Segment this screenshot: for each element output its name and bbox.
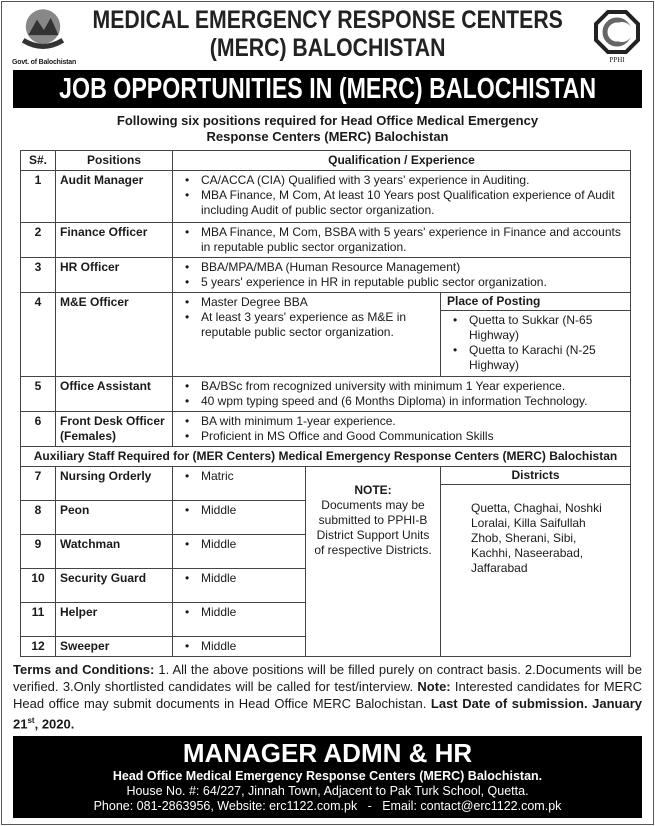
footer-title: MANAGER ADMN & HR [182, 738, 473, 769]
title-line-1: MEDICAL EMERGENCY RESPONSE CENTERS [92, 6, 563, 34]
position: Peon [56, 501, 173, 535]
footer-contact: Phone: 081-2863956, Website: erc1122.com.pk - Email: contact@erc1122.com.pk [93, 799, 562, 814]
sn: 5 [21, 377, 56, 412]
header-qualification: Qualification / Experience [173, 151, 631, 171]
table-row [21, 171, 631, 223]
pphi-label: PPHI [609, 56, 625, 64]
table-row [21, 377, 631, 412]
sn: 12 [21, 637, 56, 657]
terms-label: Terms and Conditions: [13, 662, 155, 677]
position: Office Assistant [56, 377, 173, 412]
qualification: • Middle [177, 537, 301, 552]
contact-footer [13, 736, 642, 818]
sn: 1 [21, 171, 56, 223]
last-date-sup: st [27, 716, 35, 725]
note-title: NOTE: [354, 483, 392, 497]
position: Watchman [56, 535, 173, 569]
sn: 11 [21, 603, 56, 637]
terms-and-conditions [13, 661, 642, 732]
terms-text: 1. All the above positions will be filled purely on contract basis. 2.Documents will be verified. 3.Only shortlisted candidates will be called for test/interview. [13, 662, 642, 694]
content-flow [0, 150, 655, 818]
table-row [21, 412, 631, 447]
footer-office: Head Office Medical Emergency Response Centers (MERC) Balochistan. [112, 769, 543, 784]
qualification: • Proficient in MS Office and Good Communication Skills [177, 429, 626, 444]
job-banner [13, 70, 642, 108]
title-line-2: (MERC) BALOCHISTAN [209, 34, 446, 62]
table-row [21, 293, 631, 377]
sn: 9 [21, 535, 56, 569]
districts-header: Districts [441, 467, 630, 485]
pphi-logo [594, 10, 640, 64]
qualification: • Middle [177, 605, 301, 620]
sn: 4 [21, 293, 56, 377]
position: Nursing Orderly [56, 467, 173, 501]
qualification: • Middle [177, 571, 301, 586]
position: Sweeper [56, 637, 173, 657]
positions-table [20, 150, 631, 657]
position: Finance Officer [56, 223, 173, 258]
position: Security Guard [56, 569, 173, 603]
sn: 3 [21, 258, 56, 293]
place-of-posting-header: Place of Posting [441, 293, 630, 311]
page-title [0, 6, 655, 62]
govt-logo-caption: Govt. of Balochistan [12, 59, 77, 66]
qualification: • Matric [177, 469, 301, 484]
header-sn: S#. [21, 151, 56, 171]
footer-address: House No. #: 64/227, Jinnah Town, Adjacent to Pak Turk School, Quetta. [126, 784, 529, 799]
position: M&E Officer [56, 293, 173, 377]
qualification: • 5 years' experience in HR in reputable public sector organization. [177, 275, 626, 290]
sn: 8 [21, 501, 56, 535]
qualification: • At least 3 years' experience as M&E in reputable public sector organization. [177, 310, 436, 340]
posting-place: • Quetta to Karachi (N-25 Highway) [445, 343, 626, 373]
position: HR Officer [56, 258, 173, 293]
qualification: • Middle [177, 639, 301, 654]
last-date-year: , 2020. [34, 716, 75, 732]
auxiliary-heading: Auxiliary Staff Required for (MER Centers) Medical Emergency Response Centers (MERC) Balochistan [21, 447, 631, 467]
qualification: • 40 wpm typing speed and (6 Months Diploma) in information Technology. [177, 394, 626, 409]
qualification: • BA with minimum 1-year experience. [177, 414, 626, 429]
note-label: Note: [417, 679, 451, 694]
position: Audit Manager [56, 171, 173, 223]
table-row [21, 467, 631, 501]
note-text: Documents may be submitted to PPHI-B District Support Units of respective Districts. [314, 498, 432, 557]
subtitle [40, 113, 615, 145]
govt-balochistan-logo [12, 6, 77, 66]
districts-list: Quetta, Chaghai, Noshki Loralai, Killa Saifullah Zhob, Sherani, Sibi, Kachhi, Naseerabad, Jaffarabad [471, 501, 602, 575]
qualification: • MBA Finance, M Com, BSBA with 5 years' experience in Finance and accounts in reputable public sector organization. [177, 225, 626, 255]
table-row [21, 223, 631, 258]
subtitle-line-2: Response Centers (MERC) Balochistan [206, 129, 449, 144]
note-text: Interested candidates for MERC Head office may submit documents in Head Office MERC Balochistan. [13, 679, 642, 711]
position: Helper [56, 603, 173, 637]
last-date: Last Date of submission. January 21 [13, 696, 643, 732]
banner-text: JOB OPPORTUNITIES IN (MERC) BALOCHISTAN [58, 73, 597, 105]
posting-place: • Quetta to Sukkar (N-65 Highway) [445, 313, 626, 343]
qualification: • MBA Finance, M Com, At least 10 Years post Qualification experience of Audit including Audit of public sector organization. [177, 188, 626, 218]
qualification: • BA/BSc from recognized university with minimum 1 Year experience. [177, 379, 626, 394]
sn: 6 [21, 412, 56, 447]
table-row [21, 258, 631, 293]
position: Front Desk Officer (Females) [56, 412, 173, 447]
header-positions: Positions [56, 151, 173, 171]
qualification: • Middle [177, 503, 301, 518]
qualification: • CA/ACCA (CIA) Qualified with 3 years' experience in Auditing. [177, 173, 626, 188]
sn: 10 [21, 569, 56, 603]
qualification: • BBA/MPA/MBA (Human Resource Management) [177, 260, 626, 275]
subtitle-line-1: Following six positions required for Head Office Medical Emergency [116, 113, 539, 128]
sn: 7 [21, 467, 56, 501]
qualification: • Master Degree BBA [177, 295, 436, 310]
sn: 2 [21, 223, 56, 258]
